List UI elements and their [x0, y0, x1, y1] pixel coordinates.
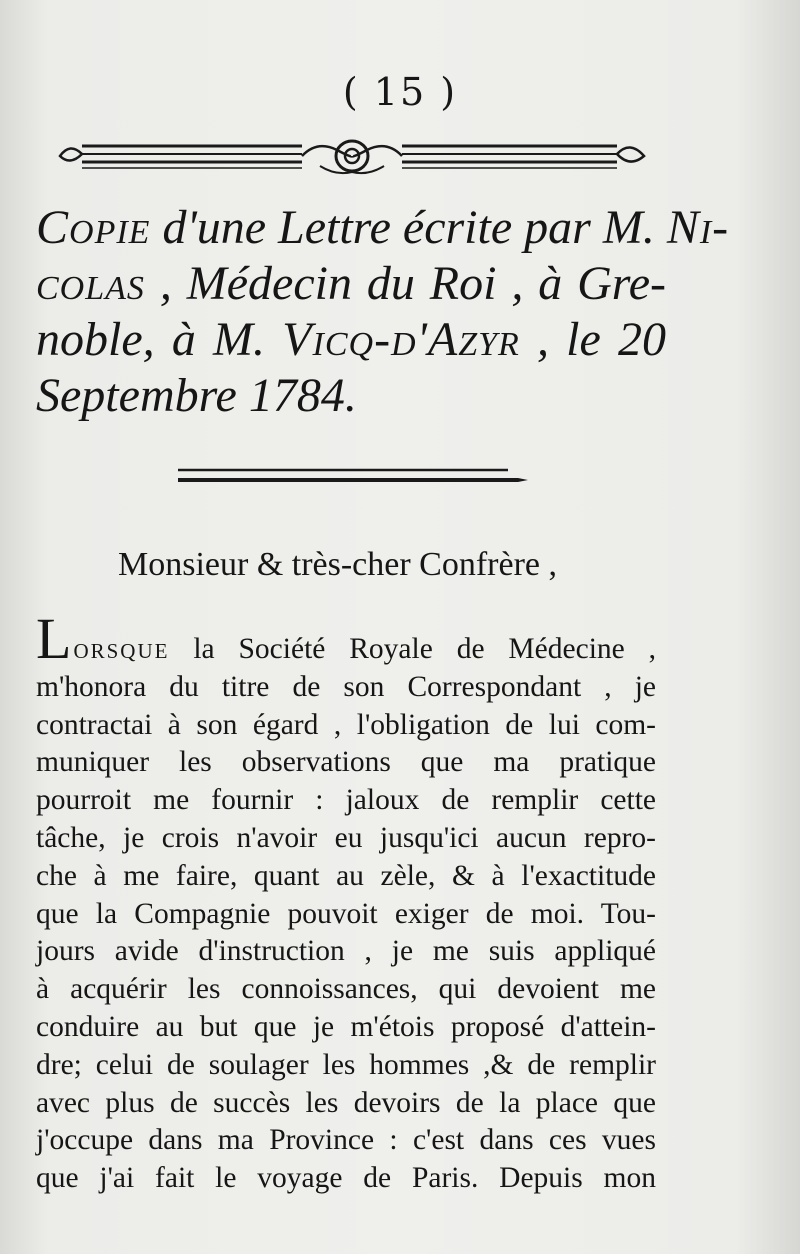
heading-line-1: Copie d'une Lettre écrite par M. Ni-: [36, 201, 730, 254]
ornamental-header-band: [52, 132, 652, 180]
body-line: que la Compagnie pouvoit exiger de moi. Tou-: [36, 897, 656, 930]
body-line: jours avide d'instruction , je me suis appliqué: [36, 935, 656, 968]
letter-body: [36, 606, 656, 1198]
section-rule: [178, 466, 528, 488]
heading-line-4: Septembre 1784.: [36, 369, 357, 422]
body-line: m'honora du titre de son Correspondant , je: [36, 670, 656, 703]
body-line: contractai à son égard , l'obligation de lui com-: [36, 708, 656, 741]
page-number: ( 15 ): [342, 70, 458, 114]
body-line: à acquérir les connoissances, qui devoient me: [36, 973, 656, 1006]
letter-heading: [36, 200, 730, 424]
body-line: muniquer les observations que ma pratique: [36, 746, 656, 779]
body-line: avec plus de succès les devoirs de la place que: [36, 1086, 656, 1119]
body-line: dre; celui de soulager les hommes ,& de remplir: [36, 1048, 656, 1081]
drop-cap: L: [36, 606, 72, 671]
heading-line-3: noble, à M. Vicq-d'Azyr , le 20: [36, 313, 667, 366]
body-line-1: Lorsque la Société Royale de Médecine ,: [36, 606, 656, 671]
body-line: j'occupe dans ma Province : c'est dans ces vues: [36, 1124, 656, 1157]
body-line: conduire au but que je m'étois proposé d'attein-: [36, 1010, 656, 1043]
body-line: que j'ai fait le voyage de Paris. Depuis mon: [36, 1162, 656, 1195]
heading-line-2: colas , Médecin du Roi , à Gre-: [36, 257, 666, 310]
body-line: tâche, je crois n'avoir eu jusqu'ici aucun repro-: [36, 821, 656, 854]
body-line: pourroit me fournir : jaloux de remplir cette: [36, 784, 656, 817]
body-line: che à me faire, quant au zèle, & à l'exactitude: [36, 859, 656, 892]
salutation: Monsieur & très-cher Confrère ,: [118, 546, 558, 583]
